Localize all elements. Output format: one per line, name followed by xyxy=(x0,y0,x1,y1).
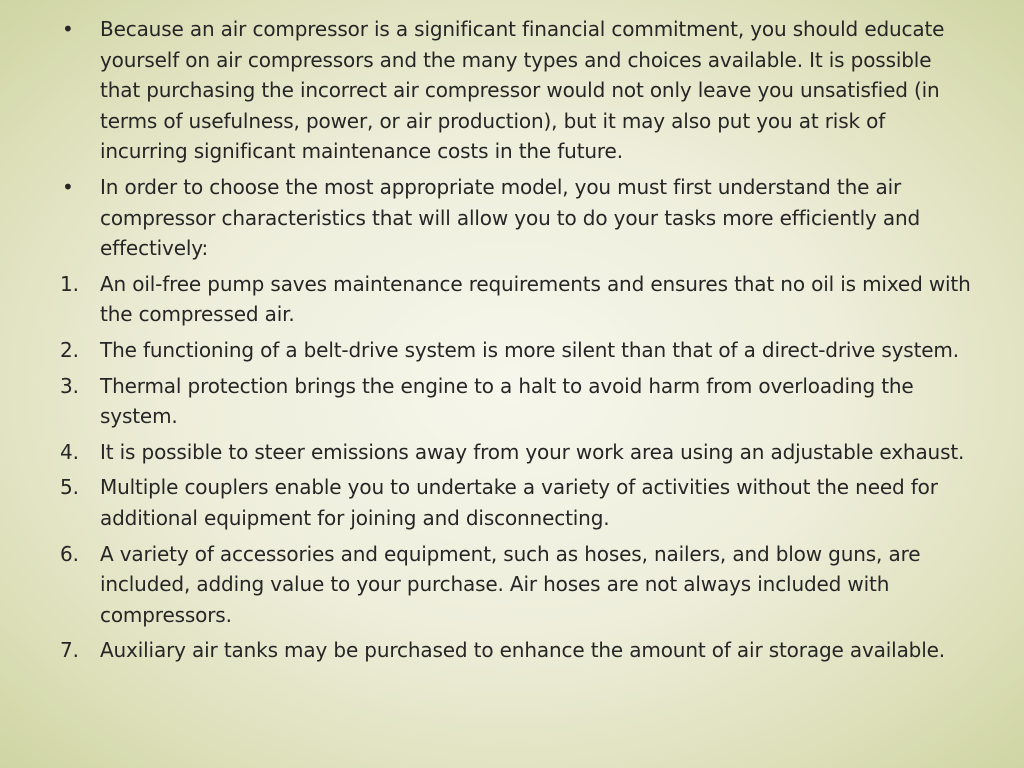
list-item-numbered-6 xyxy=(60,539,974,631)
list-item-bullet-2 xyxy=(60,172,974,264)
number-marker: 2. xyxy=(60,337,79,362)
list-item-numbered-7 xyxy=(60,635,974,666)
content-list xyxy=(60,14,974,666)
bullet-marker: • xyxy=(62,174,74,199)
list-item-text: The functioning of a belt-drive system is more silent than that of a direct-drive system. xyxy=(100,337,959,362)
list-item-text: It is possible to steer emissions away from your work area using an adjustable exhaust. xyxy=(100,439,965,464)
list-item-text: Auxiliary air tanks may be purchased to enhance the amount of air storage available. xyxy=(100,638,945,663)
list-item-numbered-2 xyxy=(60,335,974,366)
number-marker: 7. xyxy=(60,638,79,663)
number-marker: 1. xyxy=(60,271,79,296)
list-item-numbered-4 xyxy=(60,437,974,468)
list-item-numbered-5 xyxy=(60,472,974,533)
list-item-text: Multiple couplers enable you to undertake a variety of activities without the need for additional equipment for joining and disconnecting. xyxy=(100,475,938,530)
list-item-numbered-3 xyxy=(60,371,974,432)
list-item-bullet-1 xyxy=(60,14,974,167)
list-item-text: An oil-free pump saves maintenance requirements and ensures that no oil is mixed with the compressed air. xyxy=(100,271,971,327)
number-marker: 5. xyxy=(60,475,79,500)
number-marker: 4. xyxy=(60,439,79,464)
list-item-text: Thermal protection brings the engine to a halt to avoid harm from overloading the system. xyxy=(100,373,914,429)
list-item-text: Because an air compressor is a significant financial commitment, you should educate yourself on air compressors and the many types and choices available. It is possible that purchasing the incorrect air compressor would not only leave you unsatisfied (in terms of usefulness, power, or air production), but it may also put you at risk of incurring significant maintenance costs in the future. xyxy=(100,17,945,164)
number-marker: 3. xyxy=(60,373,79,398)
number-marker: 6. xyxy=(60,541,79,566)
list-item-text: In order to choose the most appropriate model, you must first understand the air compressor characteristics that will allow you to do your tasks more efficiently and effectively: xyxy=(100,174,921,261)
list-item-text: A variety of accessories and equipment, such as hoses, nailers, and blow guns, are included, adding value to your purchase. Air hoses are not always included with compressors. xyxy=(100,541,921,627)
list-item-numbered-1 xyxy=(60,269,974,330)
bullet-marker: • xyxy=(62,17,74,41)
